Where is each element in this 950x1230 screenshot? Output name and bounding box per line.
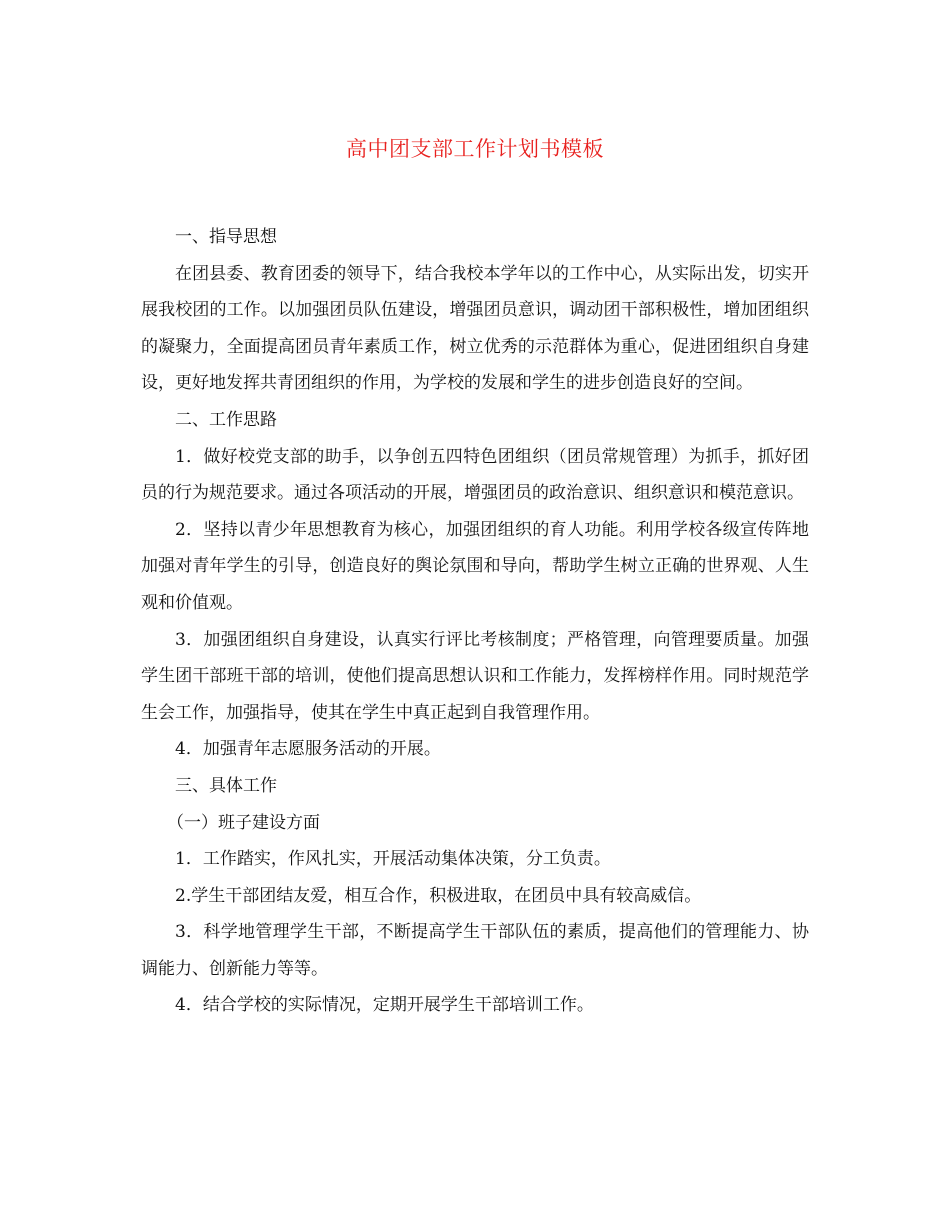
section-heading-work-approach: 二、工作思路 [175, 409, 277, 430]
paragraph-team-item-4: 4．结合学校的实际情况，定期开展学生干部培训工作。 [175, 995, 594, 1016]
section-heading-specific-work: 三、具体工作 [175, 775, 277, 796]
paragraph-team-item-2: 2.学生干部团结友爱，相互合作，积极进取，在团员中具有较高威信。 [175, 885, 702, 906]
subsection-heading-team-building: （一）班子建设方面 [167, 812, 320, 833]
paragraph-approach-item-4: 4．加强青年志愿服务活动的开展。 [175, 739, 441, 760]
paragraph-approach-item-3: 3．加强团组织自身建设，认真实行评比考核制度；严格管理，向管理要质量。加强学生团干部班干部的培训，使他们提高思想认识和工作能力，发挥榜样作用。同时规范学生会工作，加强指导，使其在学生中真正起到自我管理作用。 [141, 629, 809, 723]
paragraph-team-item-1: 1．工作踏实，作风扎实，开展活动集体决策，分工负责。 [175, 849, 611, 870]
paragraph-approach-item-1: 1．做好校党支部的助手，以争创五四特色团组织（团员常规管理）为抓手，抓好团员的行为规范要求。通过各项活动的开展，增强团员的政治意识、组织意识和模范意识。 [141, 446, 809, 504]
paragraph-team-item-3: 3．科学地管理学生干部，不断提高学生干部队伍的素质，提高他们的管理能力、协调能力、创新能力等等。 [141, 922, 809, 979]
paragraph-guiding-ideology: 在团县委、教育团委的领导下，结合我校本学年以的工作中心，从实际出发，切实开展我校团的工作。以加强团员队伍建设，增强团员意识，调动团干部积极性，增加团组织的凝聚力，全面提高团员青年素质工作，树立优秀的示范群体为重心，促进团组织自身建设，更好地发挥共青团组织的作用，为学校的发展和学生的进步创造良好的空间。 [141, 263, 809, 394]
document-title: 高中团支部工作计划书模板 [346, 137, 604, 161]
section-heading-guiding-ideology: 一、指导思想 [175, 227, 277, 247]
paragraph-approach-item-2: 2．坚持以青少年思想教育为核心，加强团组织的育人功能。利用学校各级宣传阵地加强对青年学生的引导，创造良好的舆论氛围和导向，帮助学生树立正确的世界观、人生观和价值观。 [141, 519, 809, 613]
document-body [141, 219, 809, 1024]
